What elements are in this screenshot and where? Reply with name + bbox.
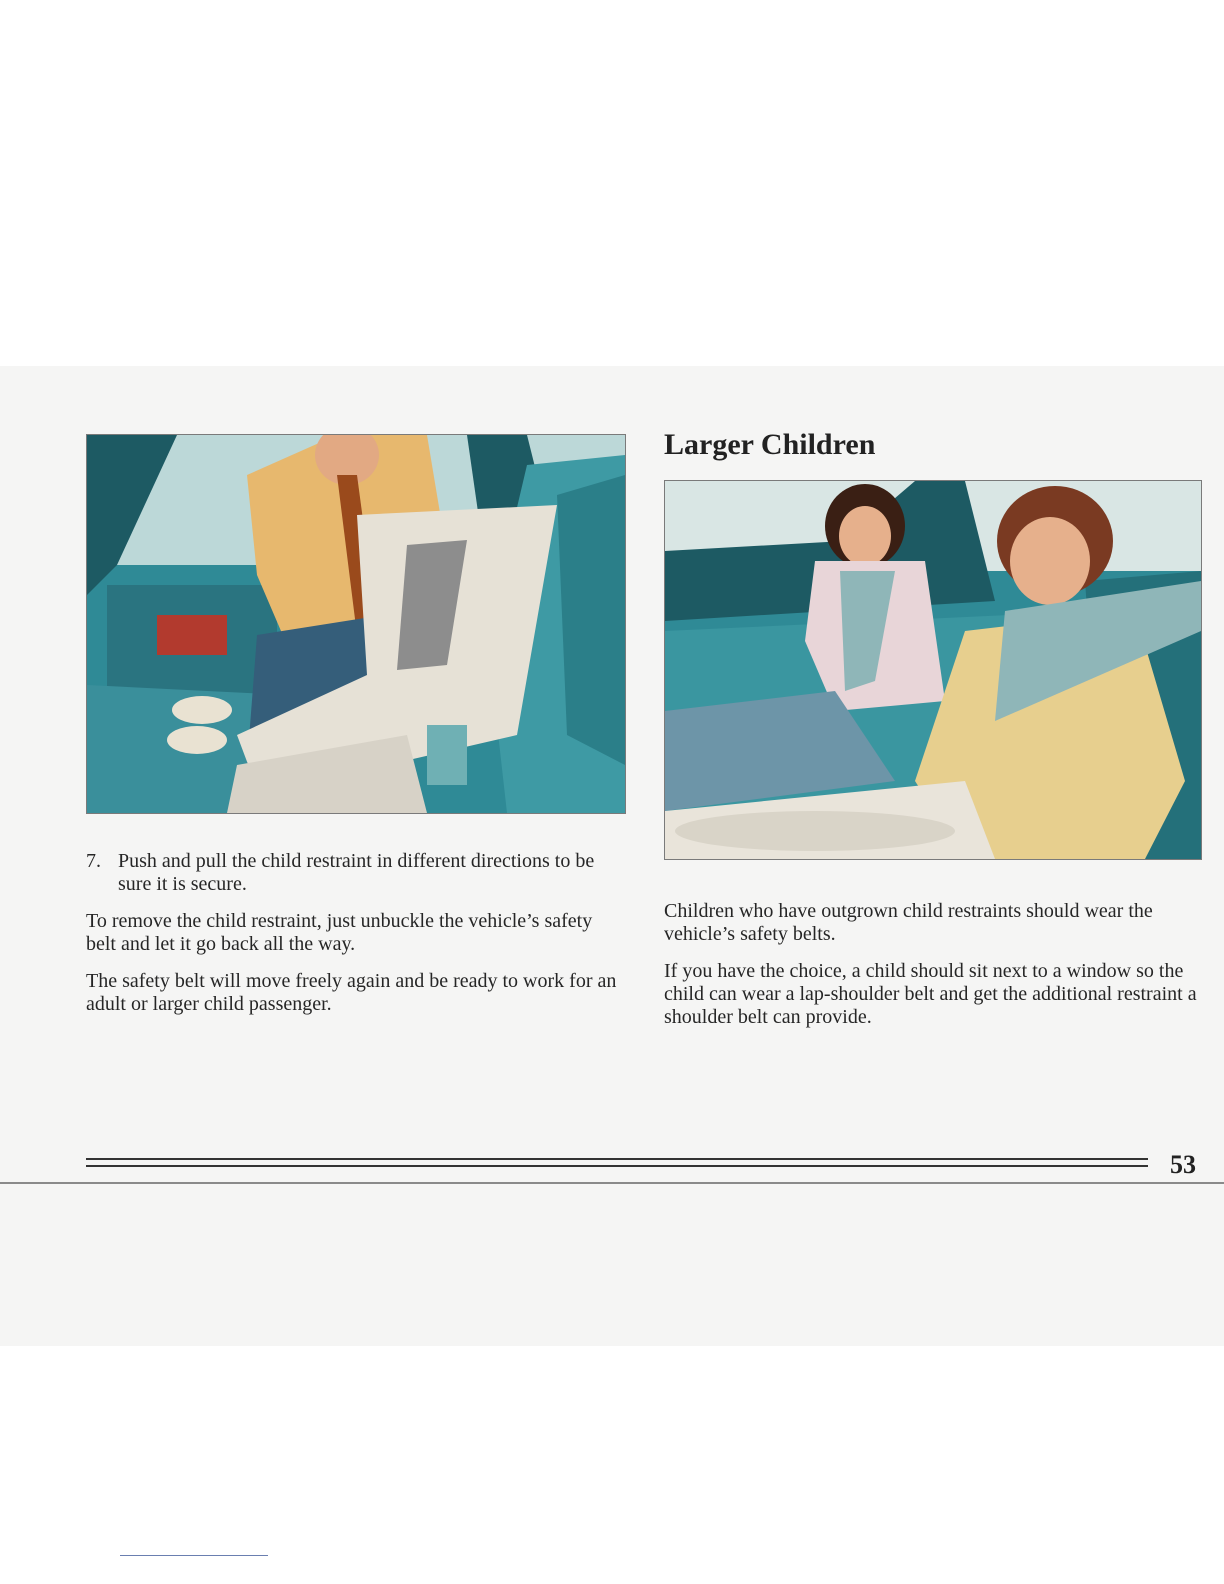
step-number: 7.	[86, 850, 101, 872]
step-7	[86, 850, 626, 896]
larger-children-illustration	[664, 480, 1202, 860]
footer-rule-bottom	[86, 1165, 1148, 1167]
scan-edge-rule	[0, 1182, 1224, 1184]
child-restraint-illustration	[86, 434, 626, 814]
scan-artifact-line	[120, 1555, 268, 1556]
section-heading: Larger Children	[664, 428, 876, 461]
left-column	[86, 434, 626, 1016]
adult-installing-child-seat-image	[87, 435, 625, 813]
remove-restraint-paragraph: To remove the child restraint, just unbuckle the vehicle’s safety belt and let it go back all the way.	[86, 910, 593, 955]
footer-rule-top	[86, 1158, 1148, 1160]
outgrown-restraints-paragraph: Children who have outgrown child restraints should wear the vehicle’s safety belts.	[664, 900, 1153, 945]
step-text: Push and pull the child restraint in different directions to be sure it is secure.	[118, 850, 595, 895]
children-wearing-belts-image	[665, 481, 1201, 859]
footer-double-rule	[86, 1156, 1148, 1170]
window-seat-paragraph: If you have the choice, a child should sit next to a window so the child can wear a lap-shoulder belt and get the additional restraint a shoulder belt can provide.	[664, 960, 1197, 1028]
belt-ready-paragraph: The safety belt will move freely again and be ready to work for an adult or larger child passenger.	[86, 970, 617, 1015]
page-number: 53	[1170, 1150, 1196, 1179]
right-column	[664, 428, 1204, 1029]
